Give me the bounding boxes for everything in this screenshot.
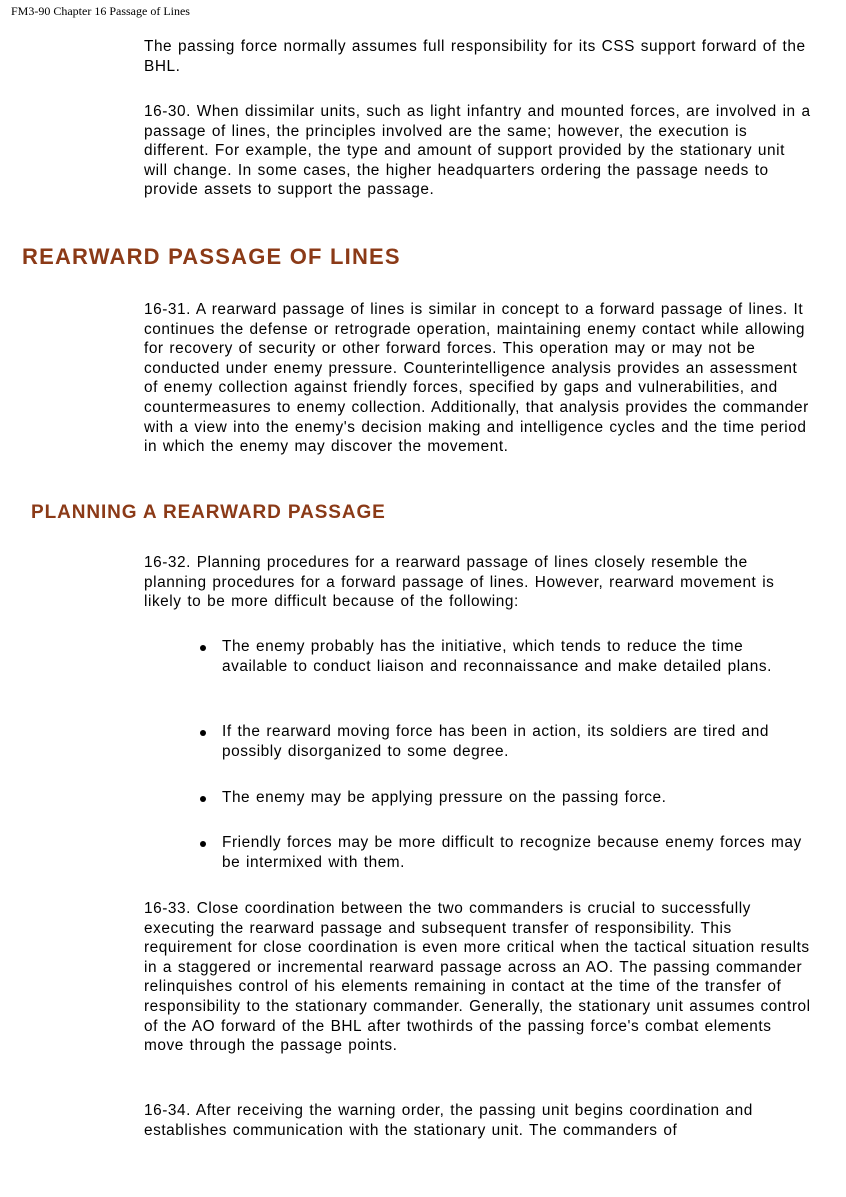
bullet-item: The enemy may be applying pressure on the passing force. (222, 789, 667, 806)
bullet-icon (200, 841, 206, 847)
paragraph-16-30: 16-30. When dissimilar units, such as light infantry and mounted forces, are involved in a passage of lines, the principles involved are the same; however, the execution is different. For example, the type and amount of support provided by the stationary unit will change. In some cases, the higher headquarters ordering the passage needs to provide assets to support the passage. (144, 103, 811, 199)
heading-rearward-passage: REARWARD PASSAGE OF LINES (22, 244, 401, 269)
heading-planning-rearward: PLANNING A REARWARD PASSAGE (31, 502, 386, 523)
page-header: FM3-90 Chapter 16 Passage of Lines (11, 4, 190, 18)
paragraph-intro: The passing force normally assumes full responsibility for its CSS support forward of the BHL. (144, 38, 806, 75)
bullet-icon (200, 796, 206, 802)
bullet-item: The enemy probably has the initiative, which tends to reduce the time available to conduct liaison and reconnaissance and make detailed plans. (222, 638, 772, 675)
paragraph-16-31: 16-31. A rearward passage of lines is similar in concept to a forward passage of lines. It continues the defense or retrograde operation, maintaining enemy contact while allowing for recovery of security or other forward forces. This operation may or may not be conducted under enemy pressure. Counterintelligence analysis provides an assessment of enemy collection against friendly forces, specified by gaps and vulnerabilities, and countermeasures to enemy collection. Additionally, that analysis provides the commander with a view into the enemy's decision making and intelligence cycles and the time period in which the enemy may discover the movement. (144, 301, 809, 456)
bullet-item: Friendly forces may be more difficult to recognize because enemy forces may be intermixed with them. (222, 834, 802, 871)
paragraph-16-32: 16-32. Planning procedures for a rearward passage of lines closely resemble the planning procedures for a forward passage of lines. However, rearward movement is likely to be more difficult because of the following: (144, 554, 775, 611)
paragraph-16-34: 16-34. After receiving the warning order, the passing unit begins coordination and establishes communication with the stationary unit. The commanders of (144, 1102, 753, 1139)
paragraph-16-33: 16-33. Close coordination between the two commanders is crucial to successfully executing the rearward passage and subsequent transfer of responsibility. This requirement for close coordination is even more critical when the tactical situation results in a staggered or incremental rearward passage across an AO. The passing commander relinquishes control of his elements remaining in contact at the time of the transfer of responsibility to the stationary commander. Generally, the stationary unit assumes control of the AO forward of the BHL after twothirds of the passing force's combat elements move through the passage points. (144, 900, 811, 1055)
bullet-icon (200, 645, 206, 651)
bullet-icon (200, 730, 206, 736)
bullet-item: If the rearward moving force has been in action, its soldiers are tired and possibly disorganized to some degree. (222, 723, 770, 760)
